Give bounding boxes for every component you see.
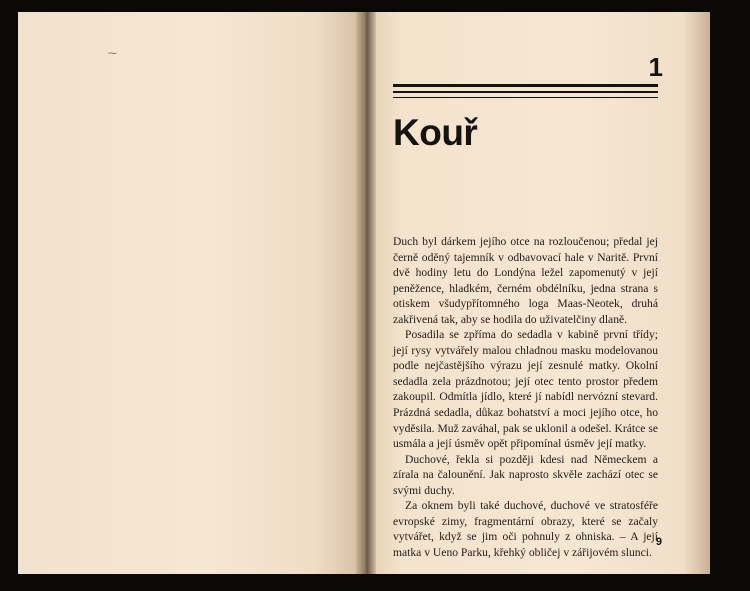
chapter-rule-3	[393, 97, 658, 98]
chapter-number: 1	[648, 52, 663, 82]
paragraph: Duchové, řekla si později kdesi nad Německem a zírala na čalounění. Jak naprosto skvěle zachází otec se svými duchy.	[393, 452, 658, 497]
paragraph: Za oknem byli také duchové, duchové ve stratosféře evropské zimy, fragmentární obrazy, které se začaly vytvářet, když se jim oči pohnuly z ohniska. – A její matka v Ueno Parku, křehký obličej v zářijovém slunci.	[393, 499, 658, 559]
book-gutter	[356, 12, 376, 574]
chapter-rule-2	[393, 91, 658, 93]
chapter-rule-1	[393, 84, 658, 87]
paragraph: Duch byl dárkem jejího otce na rozloučenou; předal jej černě oděný tajemník v odbavovací hale v Naritě. První dvě hodiny letu do Londýna ležel zapomenutý v její peněžence, hladkém, černém obdélníku, jedna strana s otiskem všudypřítomného loga Maas-Neotek, druhá zakřivená tak, aby se hodila do uživatelčiny dlaně.	[393, 235, 658, 326]
smudge-mark: ⁓	[108, 48, 117, 58]
left-page	[18, 12, 356, 574]
page-number: 9	[655, 536, 662, 548]
paragraph: Posadila se zpříma do sedadla v kabině první třídy; její rysy vytvářely malou chladnou masku modelovanou podle nejčastějšího výrazu její zesnulé matky. Okolní sedadla zela prázdnotou; její otec tento prostor předem zakoupil. Odmítla jídlo, které jí nabídl nervózní stevard. Prázdná sedadla, důkaz bohatství a moci jejího otce, ho vyděsila. Muž zaváhal, pak se uklonil a odešel. Krátce se usmála a její úsměv opět připomínal úsměv její matky.	[393, 328, 658, 451]
chapter-body	[393, 234, 658, 560]
chapter-title: Kouř	[393, 112, 478, 153]
